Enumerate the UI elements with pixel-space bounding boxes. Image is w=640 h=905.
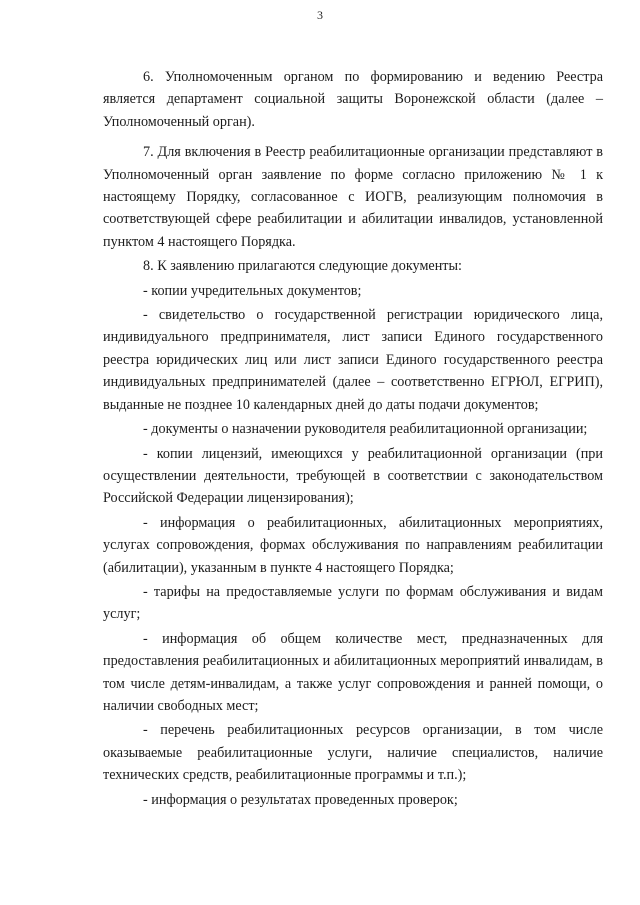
paragraph-7: 7. Для включения в Реестр реабилитационные организации представляют в Уполномоченный орган заявление по форме согласно приложению № 1 к настоящему Порядку, согласованное с ИОГВ, реализующим полномочия в соответствующей сфере реабилитации и абилитации инвалидов, установленной пунктом 4 настоящего Порядка.: [103, 144, 603, 250]
paragraph-8: 8. К заявлению прилагаются следующие документы:: [143, 258, 462, 275]
list-item-licenses: - копии лицензий, имеющихся у реабилитационной организации (при осуществлении деятельности, требующей в соответствии с законодательством Российской Федерации лицензирования);: [103, 445, 603, 507]
list-item-inspection-results: - информация о результатах проведенных проверок;: [143, 791, 458, 808]
list-item-rehabilitation-info: - информация о реабилитационных, абилитационных мероприятиях, услугах сопровождения, формах обслуживания по направлениям реабилитации (абилитации), указанным в пункте 4 настоящего Порядка;: [103, 514, 603, 576]
list-item-resources: - перечень реабилитационных ресурсов организации, в том числе оказываемые реабилитационные услуги, наличие специалистов, наличие технических средств, реабилитационные программы и т.п.);: [103, 722, 603, 784]
list-item-tariffs: - тарифы на предоставляемые услуги по формам обслуживания и видам услуг;: [103, 583, 603, 623]
list-item-director-appointment: - документы о назначении руководителя реабилитационной организации;: [143, 421, 588, 438]
document-body: [103, 66, 603, 811]
list-item-charter-documents: - копии учредительных документов;: [143, 282, 362, 299]
list-item-registration-certificate: - свидетельство о государственной регистрации юридического лица, индивидуального предпринимателя, лист записи Единого государственного реестра юридических лиц или лист записи Единого государственного реестра индивидуальных предпринимателей (далее – соответственно ЕГРЮЛ, ЕГРИП), выданные не позднее 10 календарных дней до даты подачи документов;: [103, 307, 603, 413]
paragraph-6: 6. Уполномоченным органом по формированию и ведению Реестра является департамент социальной защиты Воронежской области (далее – Уполномоченный орган).: [103, 69, 603, 130]
list-item-places-info: - информация об общем количестве мест, предназначенных для предоставления реабилитационных и абилитационных мероприятий инвалидам, в том числе детям-инвалидам, а также услуг сопровождения и ранней помощи, о наличии свободных мест;: [103, 630, 603, 714]
page-number: 3: [317, 8, 323, 22]
